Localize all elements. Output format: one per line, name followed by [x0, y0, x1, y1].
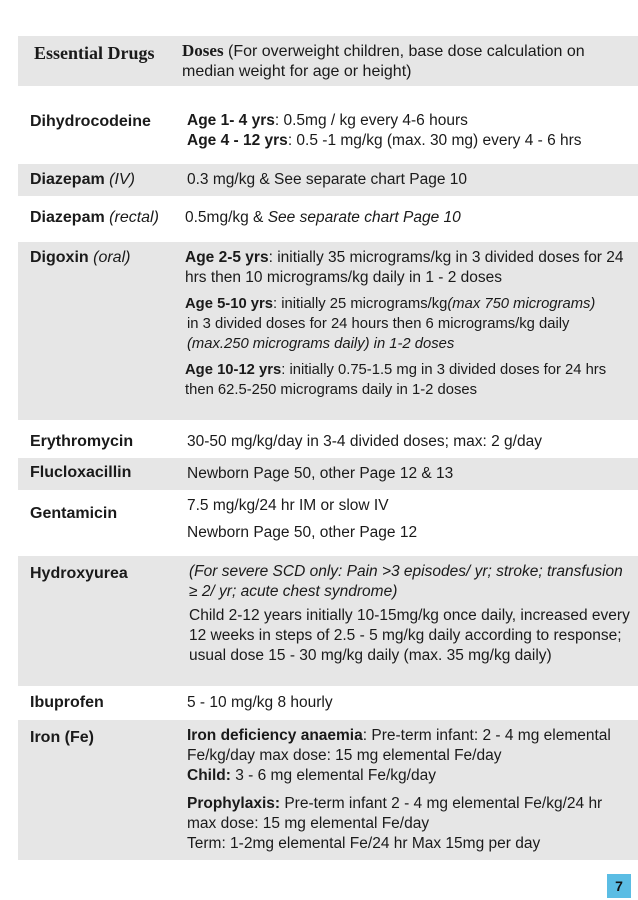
- drug-row-dihydrocodeine: [18, 106, 638, 158]
- drug-row-erythromycin: [18, 426, 638, 456]
- drug-name: Hydroxyurea: [30, 565, 128, 582]
- max-dose-note: (max 750 micrograms): [447, 296, 596, 312]
- dose-text: : initially 0.75-1.5 mg in 3 divided doses for 24 hrs then 62.5-250 micrograms daily in 1-2 doses: [185, 362, 607, 398]
- table-header: [18, 36, 638, 86]
- drug-row-diazepam-iv: [18, 164, 638, 196]
- drug-name: Erythromycin: [30, 433, 134, 450]
- dose-text: 0.5mg/kg &: [185, 209, 268, 226]
- drug-dose: [187, 111, 632, 151]
- drug-row-flucloxacillin: [18, 458, 638, 490]
- age-label: Age 5-10 yrs: [185, 296, 274, 312]
- dose-text: : initially 25 micrograms/kg: [273, 296, 448, 312]
- dose-text: Term: 1-2mg elemental Fe/24 hr Max 15mg per day: [187, 835, 541, 852]
- age-label: Age 4 - 12 yrs: [187, 132, 288, 149]
- drug-row-ibuprofen: [18, 688, 638, 718]
- doses-note: (For overweight children, base dose calculation on median weight for age or height): [182, 43, 585, 80]
- drug-name: Diazepam (rectal): [30, 209, 159, 226]
- drug-row-iron: [18, 720, 638, 860]
- route-qualifier: (IV): [109, 171, 135, 188]
- doses-label: Doses: [182, 41, 224, 60]
- chart-reference: See separate chart Page 10: [267, 209, 461, 226]
- dose-text: : initially 35 micrograms/kg in 3 divided doses for 24 hrs then 10 micrograms/kg daily in 1 - 2 doses: [185, 249, 624, 286]
- dose-text: 7.5 mg/kg/24 hr IM or slow IV: [187, 497, 389, 514]
- drug-name: Diazepam (IV): [30, 171, 135, 188]
- drug-name: Flucloxacillin: [30, 464, 132, 481]
- dose-text: : 0.5mg / kg every 4-6 hours: [274, 112, 468, 129]
- route-qualifier: (rectal): [109, 209, 159, 226]
- dose-text: in 3 divided doses for 24 hours then 6 micrograms/kg daily: [187, 316, 570, 332]
- page-number: 7: [607, 874, 631, 898]
- drug-name: Iron (Fe): [30, 729, 94, 746]
- drug-dose: 5 - 10 mg/kg 8 hourly: [187, 694, 333, 711]
- dose-text: : Pre-term infant: 2 - 4 mg elemental Fe/kg/day max dose: 15 mg elemental Fe/day: [187, 727, 611, 764]
- drug-name: Gentamicin: [30, 505, 118, 522]
- dose-text: : 0.5 -1 mg/kg (max. 30 mg) every 4 - 6 hrs: [287, 132, 582, 149]
- drug-dose: 0.3 mg/kg & See separate chart Page 10: [187, 171, 468, 188]
- drug-name: Dihydrocodeine: [30, 113, 151, 130]
- drug-dose: [189, 562, 632, 666]
- column-header-drug: Essential Drugs: [34, 43, 155, 63]
- drug-name: Ibuprofen: [30, 694, 104, 711]
- indication-label: Prophylaxis:: [187, 795, 281, 812]
- dose-text: Child 2-12 years initially 10-15mg/kg once daily, increased every 12 weeks in steps of 2.5 - 5 mg/kg daily according to response; usual dose 15 - 30 mg/kg daily (max. 35 mg/kg daily): [189, 607, 630, 664]
- drug-row-diazepam-rectal: [18, 202, 638, 236]
- drug-name: Digoxin (oral): [30, 249, 131, 266]
- drug-dose: [187, 496, 632, 543]
- drug-dose: [185, 208, 632, 228]
- drug-dose: Newborn Page 50, other Page 12 & 13: [187, 465, 454, 482]
- dose-text: Pre-term infant 2 - 4 mg elemental Fe/kg/24 hr max dose: 15 mg elemental Fe/day: [187, 795, 603, 832]
- drug-dose: [185, 248, 632, 400]
- indication-label: Iron deficiency anaemia: [187, 727, 363, 744]
- drug-row-hydroxyurea: [18, 556, 638, 686]
- age-label: Age 1- 4 yrs: [187, 112, 275, 129]
- max-dose-note: (max.250 micrograms daily) in 1-2 doses: [187, 336, 455, 352]
- dose-text: 3 - 6 mg elemental Fe/kg/day: [230, 767, 436, 784]
- drug-dose: 30-50 mg/kg/day in 3-4 divided doses; max: 2 g/day: [187, 433, 542, 450]
- drug-row-digoxin: [18, 242, 638, 420]
- dose-text: Newborn Page 50, other Page 12: [187, 524, 418, 541]
- age-label: Age 10-12 yrs: [185, 362, 282, 378]
- drug-row-gentamicin: [18, 492, 638, 554]
- indication-note: (For severe SCD only: Pain >3 episodes/ yr; stroke; transfusion ≥ 2/ yr; acute chest syndrome): [189, 563, 623, 600]
- route-qualifier: (oral): [93, 249, 131, 266]
- age-label: Age 2-5 yrs: [185, 249, 269, 266]
- indication-label: Child:: [187, 767, 231, 784]
- column-header-doses: [182, 41, 622, 82]
- drug-dose: [187, 726, 632, 854]
